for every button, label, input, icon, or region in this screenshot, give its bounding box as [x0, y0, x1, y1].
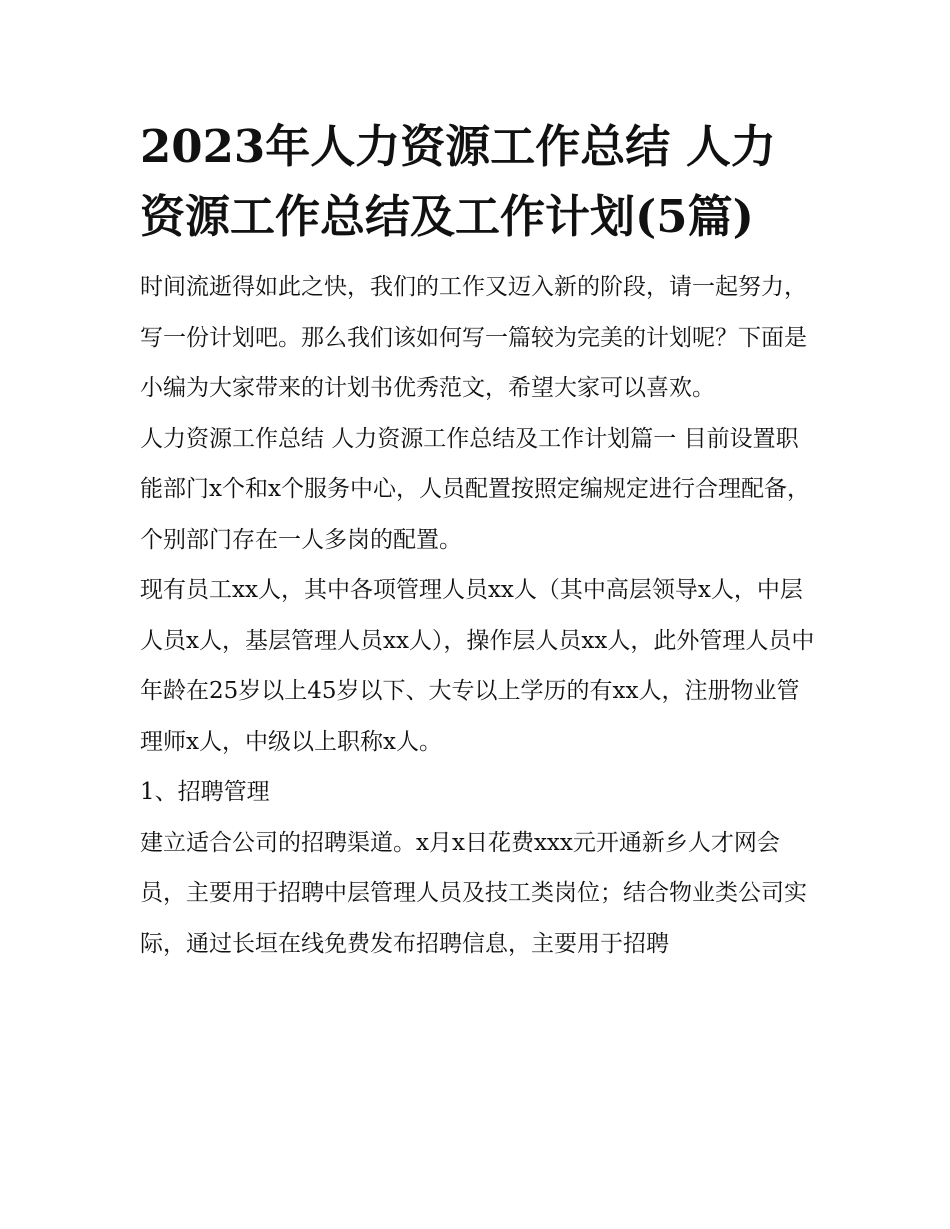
document-title: 2023年人力资源工作总结 人力资源工作总结及工作计划(5篇) [140, 120, 776, 243]
paragraph-recruitment: 建立适合公司的招聘渠道。x月x日花费xxx元开通新乡人才网会员，主要用于招聘中层管理人员及技工类岗位；结合物业类公司实际，通过长垣在线免费发布招聘信息，主要用于招聘 [140, 829, 807, 957]
paragraph-departments: 人力资源工作总结 人力资源工作总结及工作计划篇一 目前设置职能部门x个和x个服务中心，人员配置按照定编规定进行合理配备，个别部门存在一人多岗的配置。 [140, 425, 810, 553]
paragraph-intro: 时间流逝得如此之快，我们的工作又迈入新的阶段，请一起努力，写一份计划吧。那么我们该如何写一篇较为完美的计划呢？下面是小编为大家带来的计划书优秀范文，希望大家可以喜欢。 [140, 274, 807, 401]
section-heading-recruitment: 1、招聘管理 [140, 779, 270, 805]
document-page [140, 112, 820, 969]
paragraph-staff: 现有员工xx人，其中各项管理人员xx人（其中高层领导x人，中层人员x人，基层管理人员xx人），操作层人员xx人，此外管理人员中年龄在25岁以上45岁以下、大专以上学历的有xx人，注册物业管理师x人，中级以上职称x人。 [140, 577, 815, 755]
